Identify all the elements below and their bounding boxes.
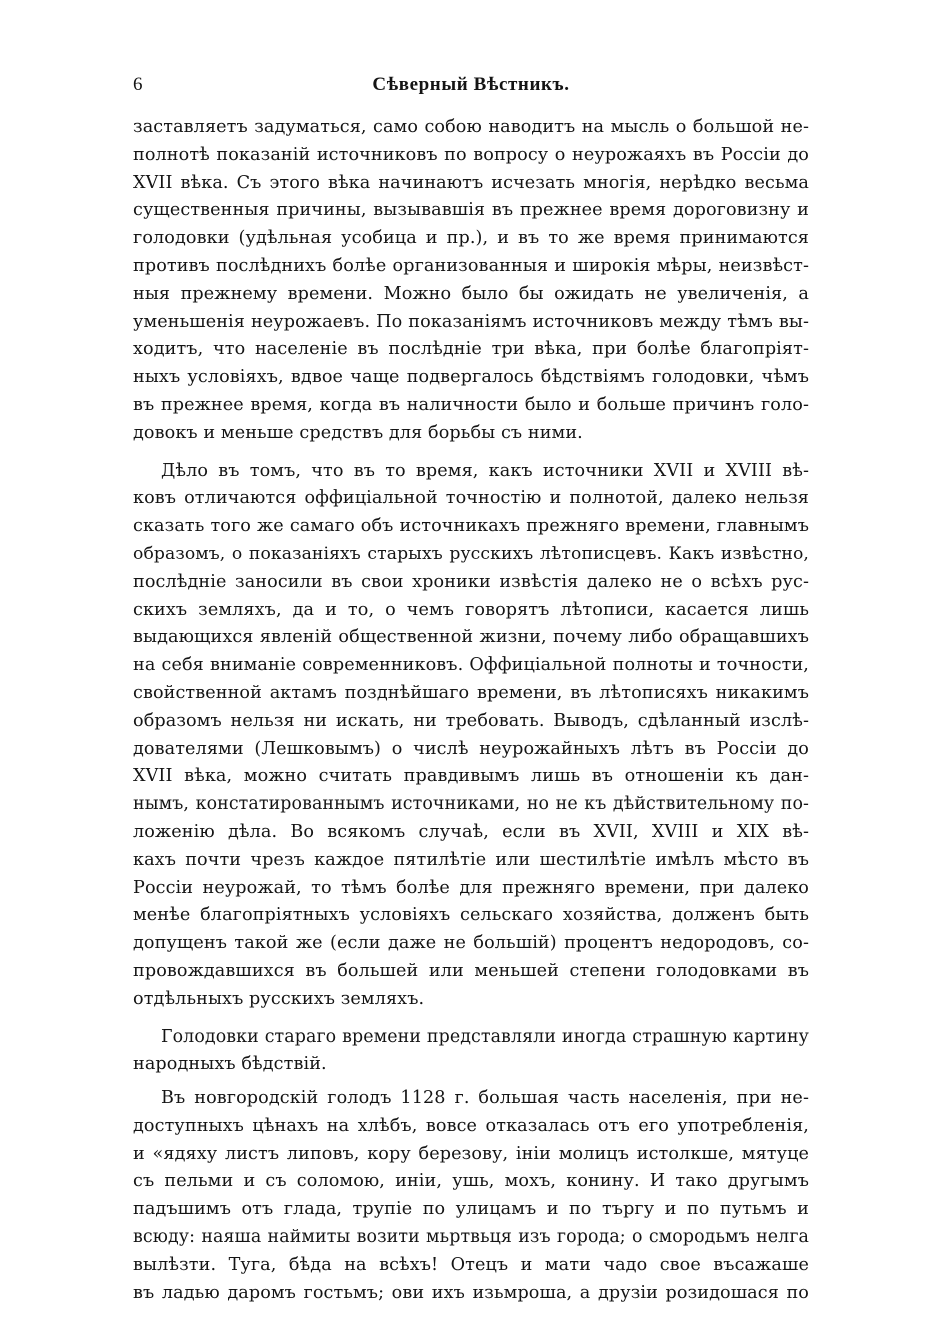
text-line: народныхъ бѣдствій.: [133, 1054, 327, 1075]
text-line: падъшимъ отъ глада, трупіе по улицамъ и по търгу и по путьмъ и: [133, 1199, 809, 1220]
body-text: [133, 114, 809, 1307]
text-line: съ пельми и съ соломою, иніи, ушь, мохъ, конину. И тако другымъ: [133, 1171, 809, 1192]
page-number: 6: [133, 74, 143, 95]
text-line: образомъ, о показаніяхъ старыхъ русскихъ лѣтописцевъ. Какъ извѣстно,: [133, 543, 809, 564]
text-line: ныхъ условіяхъ, вдвое чаще подвергалось бѣдствіямъ голодовки, чѣмъ: [133, 367, 809, 388]
text-line: существенныя причины, вызывавшія въ прежнее время дороговизну и: [133, 200, 809, 221]
text-line: на себя вниманіе современниковъ. Оффиціальной полноты и точности,: [133, 655, 809, 676]
text-line: провождавшихся въ большей или меньшей степени голодовками въ: [133, 960, 809, 981]
text-line: доступныхъ цѣнахъ на хлѣбъ, вовсе отказалась отъ его употребленія,: [133, 1115, 809, 1136]
text-line: полнотѣ показаній источниковъ по вопросу о неурожаяхъ въ Россіи до: [133, 144, 809, 165]
text-line: ходитъ, что населеніе въ послѣдніе три вѣка, при болѣе благопріят-: [133, 339, 809, 360]
paragraph: [133, 1024, 809, 1080]
text-line: въ прежнее время, когда въ наличности было и больше причинъ голо-: [133, 394, 809, 415]
text-line: сказать того же самаго объ источникахъ прежняго времени, главнымъ: [133, 516, 809, 537]
paragraph: [133, 458, 809, 1014]
text-line: противъ послѣднихъ болѣе организованныя и широкія мѣры, неизвѣст-: [133, 255, 809, 276]
text-line: ныя прежнему времени. Можно было бы ожидать не увеличенія, а: [133, 283, 809, 304]
text-line: Голодовки стараго времени представляли иногда страшную картину: [161, 1026, 809, 1047]
running-title: Сѣверный Вѣстникъ.: [372, 74, 570, 95]
text-line: уменьшенія неурожаевъ. По показаніямъ источниковъ между тѣмъ вы-: [133, 311, 809, 332]
paragraph: [133, 1085, 809, 1307]
text-line: Россіи неурожай, то тѣмъ болѣе для прежняго времени, при далеко: [133, 877, 809, 898]
text-line: XVII вѣка, можно считать правдивымъ лишь въ отношеніи къ дан-: [133, 766, 809, 787]
text-line: менѣе благопріятныхъ условіяхъ сельскаго хозяйства, долженъ быть: [133, 905, 809, 926]
text-line: заставляетъ задуматься, само собою наводитъ на мысль о большой не-: [133, 117, 809, 137]
text-line: послѣдніе заносили въ свои хроники извѣстія далеко не о всѣхъ рус-: [133, 571, 809, 592]
text-line: довокъ и меньше средствъ для борьбы съ ними.: [133, 422, 583, 443]
text-line: отдѣльныхъ русскихъ земляхъ.: [133, 988, 425, 1009]
text-line: Дѣло въ томъ, что въ то время, какъ источники XVII и XVIII вѣ-: [161, 460, 809, 481]
text-line: скихъ земляхъ, да и то, о чемъ говорятъ лѣтописи, касается лишь: [133, 599, 809, 620]
text-line: голодовки (удѣльная усобица и пр.), и въ то же время принимаются: [133, 228, 809, 249]
text-line: въ ладью даромъ гостьмъ; ови ихъ изьмроша, а друзіи розидошася по: [133, 1282, 809, 1303]
text-line: образомъ нельзя ни искать, ни требовать. Выводъ, сдѣланный изслѣ-: [133, 710, 809, 731]
text-line: XVII вѣка. Съ этого вѣка начинаютъ исчезать многія, нерѣдко весьма: [133, 172, 809, 193]
text-line: всюду: наяша наймиты возити мьртвьця изъ города; о смородьмъ нелга: [133, 1227, 809, 1248]
text-line: свойственной актамъ позднѣйшаго времени, въ лѣтописяхъ никакимъ: [133, 682, 809, 703]
text-line: вылѣзти. Туга, бѣда на всѣхъ! Отецъ и мати чадо свое въсажаше: [133, 1254, 809, 1275]
text-line: допущенъ такой же (если даже не большій) процентъ недородовъ, со-: [133, 933, 809, 954]
text-line: дователями (Лешковымъ) о числѣ неурожайныхъ лѣтъ въ Россіи до: [133, 738, 809, 759]
page-header: [133, 74, 809, 104]
text-line: Въ новгородскій голодъ 1128 г. большая часть населенія, при не-: [161, 1088, 809, 1109]
text-line: и «ядяху листъ липовъ, кору березову, ініи молицъ истолкше, мятуце: [133, 1143, 809, 1164]
text-line: выдающихся явленій общественной жизни, почему либо обращавшихъ: [133, 627, 809, 648]
text-line: нымъ, констатированнымъ источниками, но не къ дѣйствительному по-: [133, 794, 809, 815]
paragraph: [133, 114, 809, 448]
text-line: ложенію дѣла. Во всякомъ случаѣ, если въ XVII, XVIII и XIX вѣ-: [133, 821, 809, 842]
text-line: ковъ отличаются оффиціальной точностію и полнотой, далеко нельзя: [133, 488, 809, 509]
text-line: кахъ почти чрезъ каждое пятилѣтіе или шестилѣтіе имѣлъ мѣсто въ: [133, 849, 809, 870]
